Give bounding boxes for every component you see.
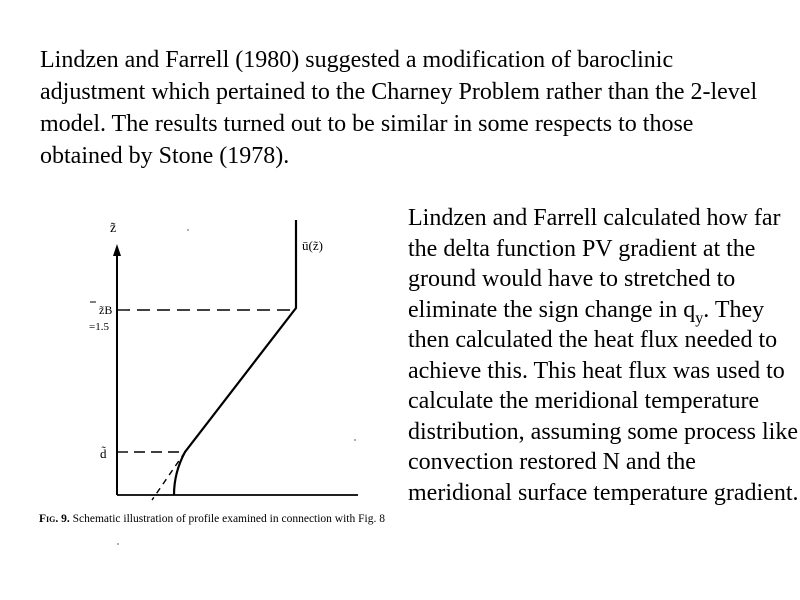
explanation-paragraph	[408, 203, 800, 508]
explanation-text: Lindzen and Farrell calculated how far the delta function PV gradient at the ground would have to stretched to eliminate the sign change in q	[408, 205, 781, 323]
scan-speck	[187, 229, 189, 231]
velocity-profile-curve	[174, 220, 296, 495]
z-b-value: =1.5	[89, 321, 109, 333]
d-label: d̃	[100, 446, 107, 461]
intro-paragraph: Lindzen and Farrell (1980) suggested a modification of baroclinic adjustment which pertained to the Charney Problem rather than the 2-level model. The results turned out to be similar in some respects to those obtained by Stone (1978).	[40, 47, 758, 169]
z-axis-label: z̃	[110, 221, 117, 236]
linear-extension-dashed	[152, 452, 185, 500]
z-b-label: z̃B	[99, 303, 113, 317]
curve-label: ū(z̃)	[302, 238, 323, 253]
caption-text: Schematic illustration of profile examined in connection with Fig. 8	[69, 513, 385, 525]
z-axis-arrow	[113, 244, 121, 256]
figure-caption	[22, 512, 402, 526]
scan-speck	[117, 543, 119, 545]
caption-lead: Fig. 9.	[39, 513, 70, 525]
subscript-y: y	[695, 309, 704, 327]
profile-diagram	[0, 200, 400, 560]
scan-speck	[354, 439, 356, 441]
explanation-text-continued: . They then calculated the heat flux needed to achieve this. This heat flux was used to calculate the meridional temperature distribution, assuming some process like convection restored N and the meridional surface temperature gradient.	[408, 296, 799, 506]
profile-figure	[0, 200, 400, 560]
